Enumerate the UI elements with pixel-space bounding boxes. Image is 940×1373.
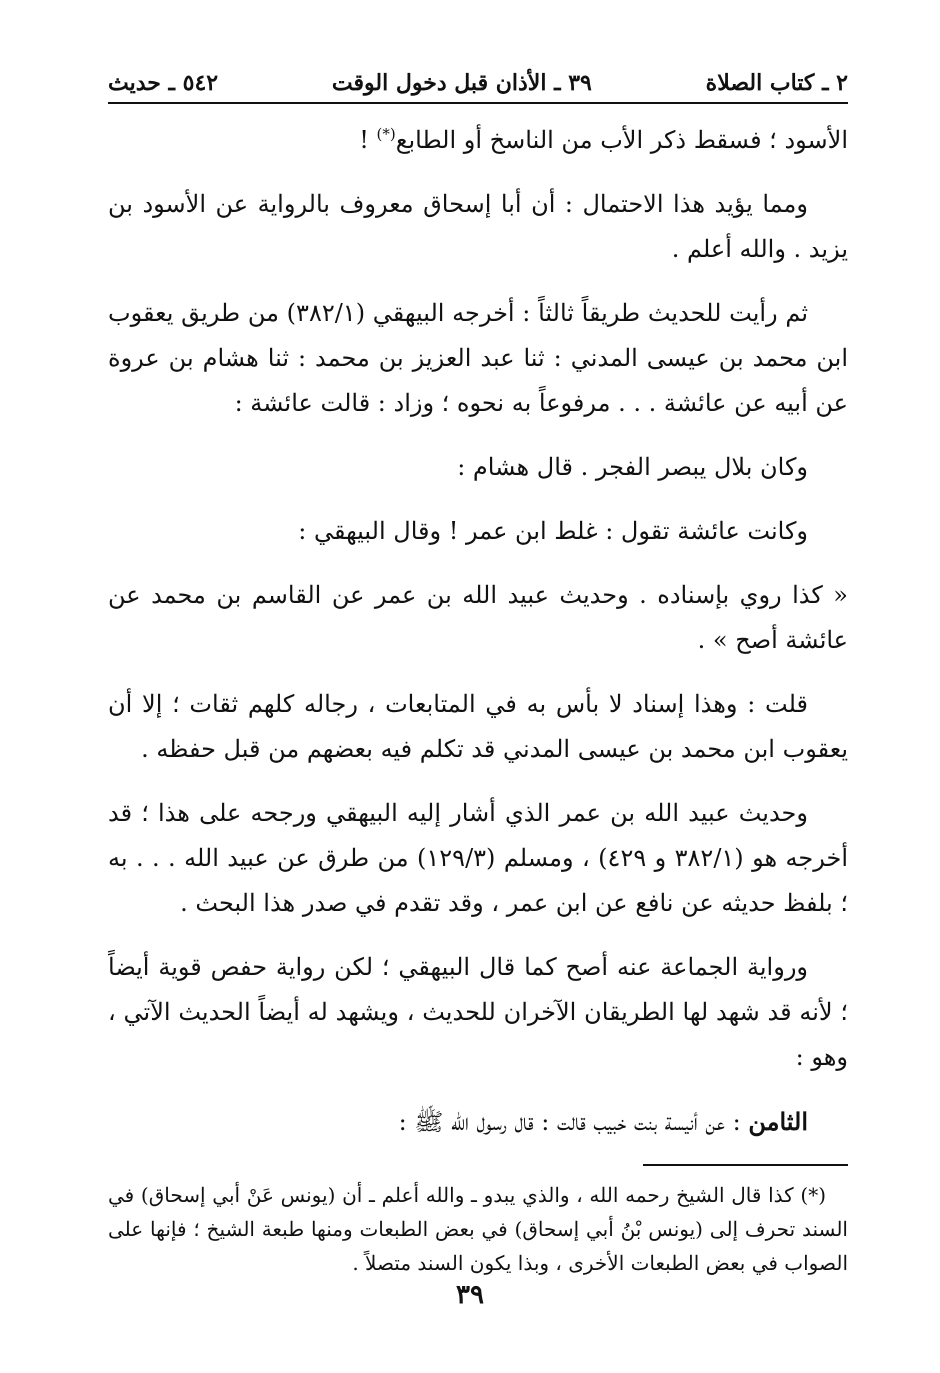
paragraph-text: : عن أنيسة بنت خبيب قالت : قال رسول الله ﷺ : [398, 1108, 749, 1136]
page-number: ٣٩ [456, 1280, 484, 1310]
paragraph-section-start [108, 1099, 848, 1145]
header-hadith-number: ٥٤٢ ـ حديث [108, 70, 219, 96]
paragraph-text: الأسود ؛ فسقط ذكر الأب من الناسخ أو الطابع [395, 126, 848, 154]
header-book-title: ٢ ـ كتاب الصلاة [705, 70, 848, 96]
paragraph: ثم رأيت للحديث طريقاً ثالثاً : أخرجه البيهقي (٣٨٢/١) من طريق يعقوب ابن محمد بن عيسى المدني : ثنا عبد العزيز بن محمد : ثنا هشام بن عروة عن أبيه عن عائشة . . . مرفوعاً به نحوه ؛ وزاد : قالت عائشة : [108, 299, 849, 417]
paragraph-tail: ! [359, 126, 377, 154]
section-label: الثامن [748, 1107, 808, 1136]
page-body [108, 118, 848, 1145]
footnote-marker: (*) [376, 125, 396, 143]
paragraph: ومما يؤيد هذا الاحتمال : أن أبا إسحاق معروف بالرواية عن الأسود بن يزيد . والله أعلم . [108, 190, 848, 263]
quote-paragraph: « كذا روي بإسناده . وحديث عبيد الله بن عمر عن القاسم بن محمد عن عائشة أصح » . [108, 581, 848, 654]
footnote-divider [643, 1164, 848, 1166]
paragraph: وكان بلال يبصر الفجر . قال هشام : [457, 453, 808, 481]
paragraph: وحديث عبيد الله بن عمر الذي أشار إليه البيهقي ورجحه على هذا ؛ قد أخرجه هو (٣٨٢/١ و ٤٢٩) ، ومسلم (١٢٩/٣) من طرق عن عبيد الله . . . به ؛ بلفظ حديثه عن نافع عن ابن عمر ، وقد تقدم في صدر هذا البحث . [108, 799, 848, 917]
paragraph-continuation [108, 118, 848, 163]
header-chapter-title: ٣٩ ـ الأذان قبل دخول الوقت [331, 70, 592, 96]
paragraph: وكانت عائشة تقول : غلط ابن عمر ! وقال البيهقي : [298, 517, 808, 545]
paragraph: قلت : وهذا إسناد لا بأس به في المتابعات ، رجاله كلهم ثقات ؛ إلا أن يعقوب ابن محمد بن عيسى المدني قد تكلم فيه بعضهم من قبل حفظه . [108, 690, 848, 763]
footnote: (*) كذا قال الشيخ رحمه الله ، والذي يبدو ـ والله أعلم ـ أن (يونس عَنْ أبي إسحاق) في السند تحرف إلى (يونس بْنُ أبي إسحاق) في بعض الطبعات ومنها طبعة الشيخ ؛ فإنها على الصواب في بعض الطبعات الأخرى ، وبذا يكون السند متصلاً . [108, 1183, 848, 1275]
running-header [108, 70, 848, 104]
paragraph: ورواية الجماعة عنه أصح كما قال البيهقي ؛ لكن رواية حفص قوية أيضاً ؛ لأنه قد شهد لها الطريقان الآخران للحديث ، ويشهد له أيضاً الحديث الآتي ، وهو : [108, 953, 848, 1071]
